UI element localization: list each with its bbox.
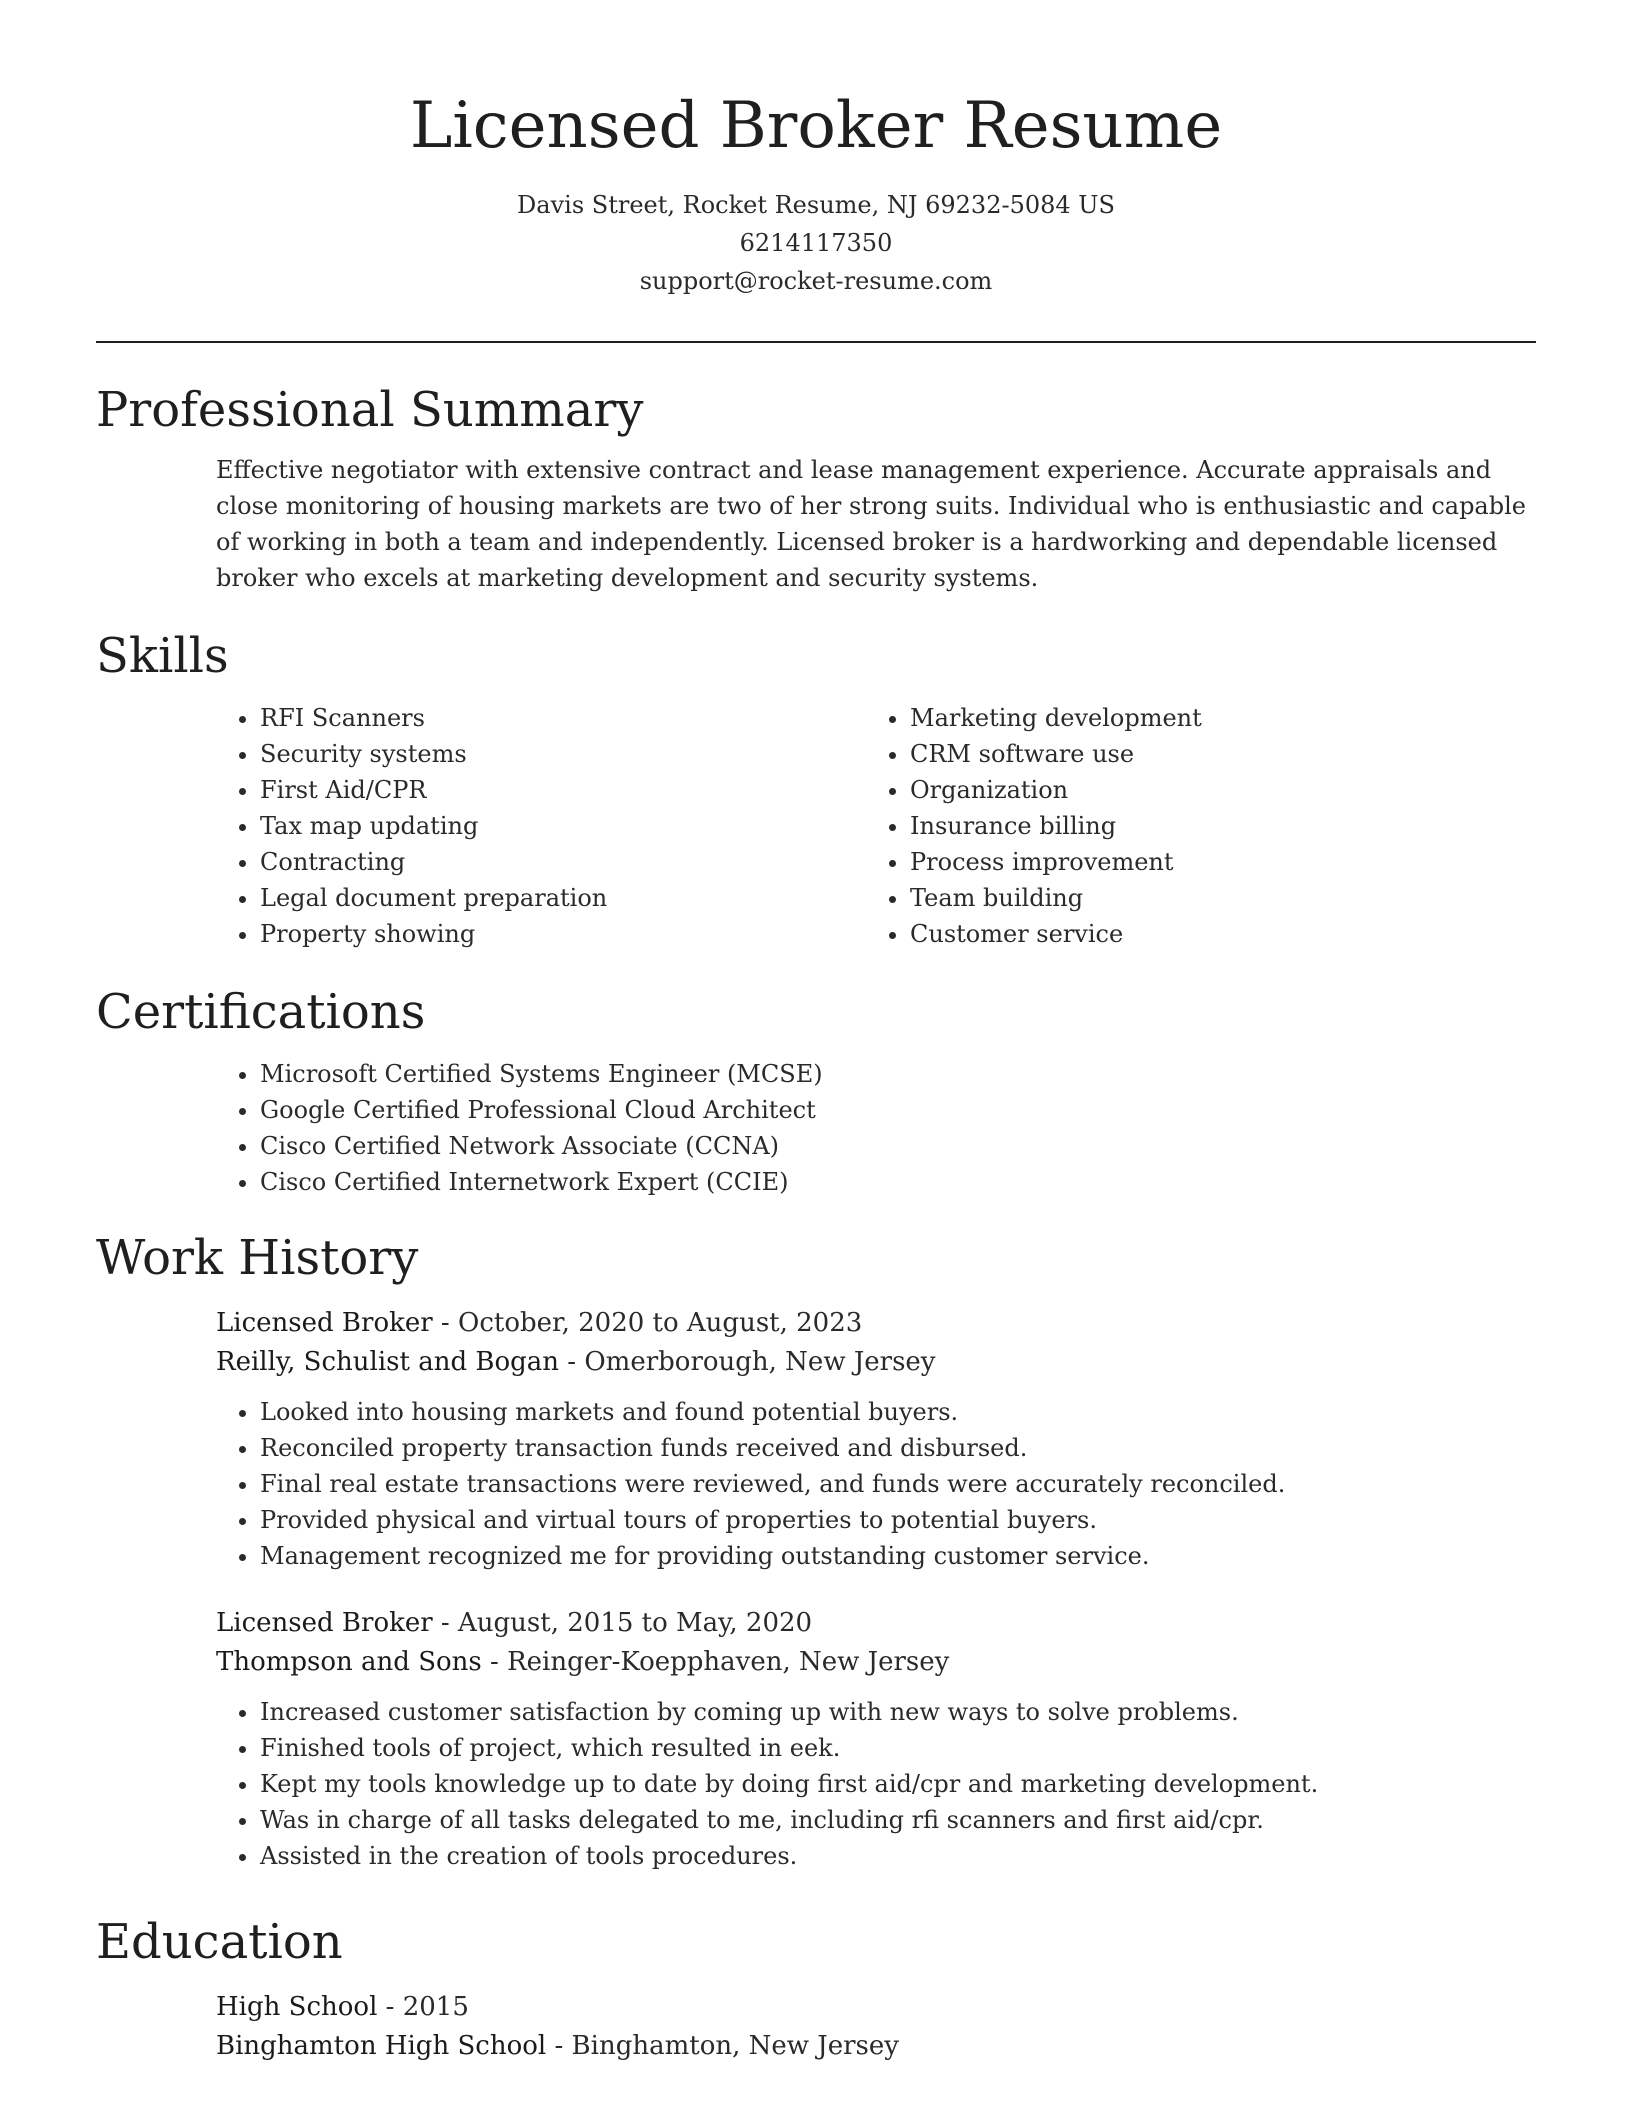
- list-item: • Finished tools of project, which resulted in eek.: [260, 1730, 1536, 1766]
- list-item: • Organization: [910, 772, 1516, 808]
- job-entry: [216, 1304, 1536, 1574]
- list-item: • Customer service: [910, 916, 1516, 952]
- resume-header: [96, 78, 1536, 300]
- contact-phone: 6214117350: [739, 229, 893, 257]
- list-item: • Insurance billing: [910, 808, 1516, 844]
- list-item: • Kept my tools knowledge up to date by doing first aid/cpr and marketing development.: [260, 1766, 1536, 1802]
- skills-column-right: [866, 700, 1516, 952]
- job-location: Omerborough, New Jersey: [584, 1347, 936, 1377]
- summary-text: Effective negotiator with extensive contract and lease management experience. Accurate appraisals and close monitoring of housing markets are two of her strong suits. Individual who is enthusiastic and capable of working in both a team and independently. Licensed broker is a hardworking and dependable licensed broker who excels at marketing development and security systems.: [216, 456, 1526, 592]
- work-history-body: [216, 1304, 1536, 1874]
- skills-column-left: [216, 700, 866, 952]
- job-dates: October, 2020 to August, 2023: [458, 1308, 863, 1338]
- list-item: • Reconciled property transaction funds received and disbursed.: [260, 1430, 1536, 1466]
- list-item: • Assisted in the creation of tools procedures.: [260, 1838, 1536, 1874]
- list-item: • Google Certified Professional Cloud Architect: [260, 1092, 1536, 1128]
- skills-section: [96, 624, 1536, 952]
- list-item: • First Aid/CPR: [260, 772, 866, 808]
- list-item: • Was in charge of all tasks delegated to me, including rfi scanners and first aid/cpr.: [260, 1802, 1536, 1838]
- skills-list-left: [216, 700, 866, 952]
- list-item: • Security systems: [260, 736, 866, 772]
- list-item: • Cisco Certified Network Associate (CCNA): [260, 1128, 1536, 1164]
- job-entry: [216, 1604, 1536, 1874]
- list-item: • Looked into housing markets and found potential buyers.: [260, 1394, 1536, 1430]
- page-title: Licensed Broker Resume: [409, 89, 1223, 163]
- education-degree-line: High School - 2015: [216, 1992, 469, 2022]
- job-location: Reinger-Koepphaven, New Jersey: [507, 1647, 950, 1677]
- education-heading: Education: [96, 1914, 343, 1970]
- job-dates: August, 2015 to May, 2020: [458, 1608, 813, 1638]
- list-item: • Process improvement: [910, 844, 1516, 880]
- skills-columns: [216, 700, 1536, 952]
- job-company-line: Reilly, Schulist and Bogan - Omerborough, New Jersey: [216, 1347, 936, 1377]
- list-item: • CRM software use: [910, 736, 1516, 772]
- job-duties-list: [216, 1394, 1536, 1574]
- education-school: Binghamton High School: [216, 2031, 547, 2061]
- certifications-heading: Certifications: [96, 984, 426, 1040]
- education-year: 2015: [402, 1992, 469, 2022]
- certifications-list: [216, 1056, 1536, 1200]
- contact-address: Davis Street, Rocket Resume, NJ 69232-5084 US: [517, 191, 1115, 219]
- education-section: [96, 1910, 1536, 2066]
- skills-heading: Skills: [96, 628, 229, 684]
- job-title-line: Licensed Broker - October, 2020 to August, 2023: [216, 1308, 863, 1338]
- job-title-line: Licensed Broker - August, 2015 to May, 2020: [216, 1608, 813, 1638]
- education-location: Binghamton, New Jersey: [571, 2031, 899, 2061]
- list-item: • Provided physical and virtual tours of properties to potential buyers.: [260, 1502, 1536, 1538]
- education-body: [216, 1988, 1536, 2066]
- job-company-line: Thompson and Sons - Reinger-Koepphaven, New Jersey: [216, 1647, 950, 1677]
- list-item: • Increased customer satisfaction by coming up with new ways to solve problems.: [260, 1694, 1536, 1730]
- job-title: Licensed Broker: [216, 1308, 433, 1338]
- list-item: • Microsoft Certified Systems Engineer (MCSE): [260, 1056, 1536, 1092]
- job-company: Thompson and Sons: [216, 1647, 482, 1677]
- work-history-heading: Work History: [96, 1230, 419, 1286]
- contact-email: support@rocket-resume.com: [639, 267, 993, 295]
- contact-block: [96, 186, 1536, 300]
- skills-body: [216, 700, 1536, 952]
- list-item: • Final real estate transactions were reviewed, and funds were accurately reconciled.: [260, 1466, 1536, 1502]
- summary-heading: Professional Summary: [96, 382, 644, 438]
- education-degree: High School: [216, 1992, 378, 2022]
- certifications-body: [216, 1056, 1536, 1200]
- header-divider: [96, 341, 1536, 343]
- list-item: • Contracting: [260, 844, 866, 880]
- summary-body: [216, 452, 1536, 596]
- list-item: • Legal document preparation: [260, 880, 866, 916]
- education-school-line: Binghamton High School - Binghamton, New Jersey: [216, 2031, 899, 2061]
- job-duties-list: [216, 1694, 1536, 1874]
- list-item: • Tax map updating: [260, 808, 866, 844]
- skills-list-right: [866, 700, 1516, 952]
- education-entry: [216, 1988, 1536, 2066]
- list-item: • Team building: [910, 880, 1516, 916]
- work-history-section: [96, 1226, 1536, 1874]
- job-company: Reilly, Schulist and Bogan: [216, 1347, 560, 1377]
- list-item: • RFI Scanners: [260, 700, 866, 736]
- summary-section: [96, 378, 1536, 596]
- list-item: • Management recognized me for providing outstanding customer service.: [260, 1538, 1536, 1574]
- job-title: Licensed Broker: [216, 1608, 433, 1638]
- list-item: • Property showing: [260, 916, 866, 952]
- list-item: • Cisco Certified Internetwork Expert (CCIE): [260, 1164, 1536, 1200]
- list-item: • Marketing development: [910, 700, 1516, 736]
- certifications-section: [96, 980, 1536, 1200]
